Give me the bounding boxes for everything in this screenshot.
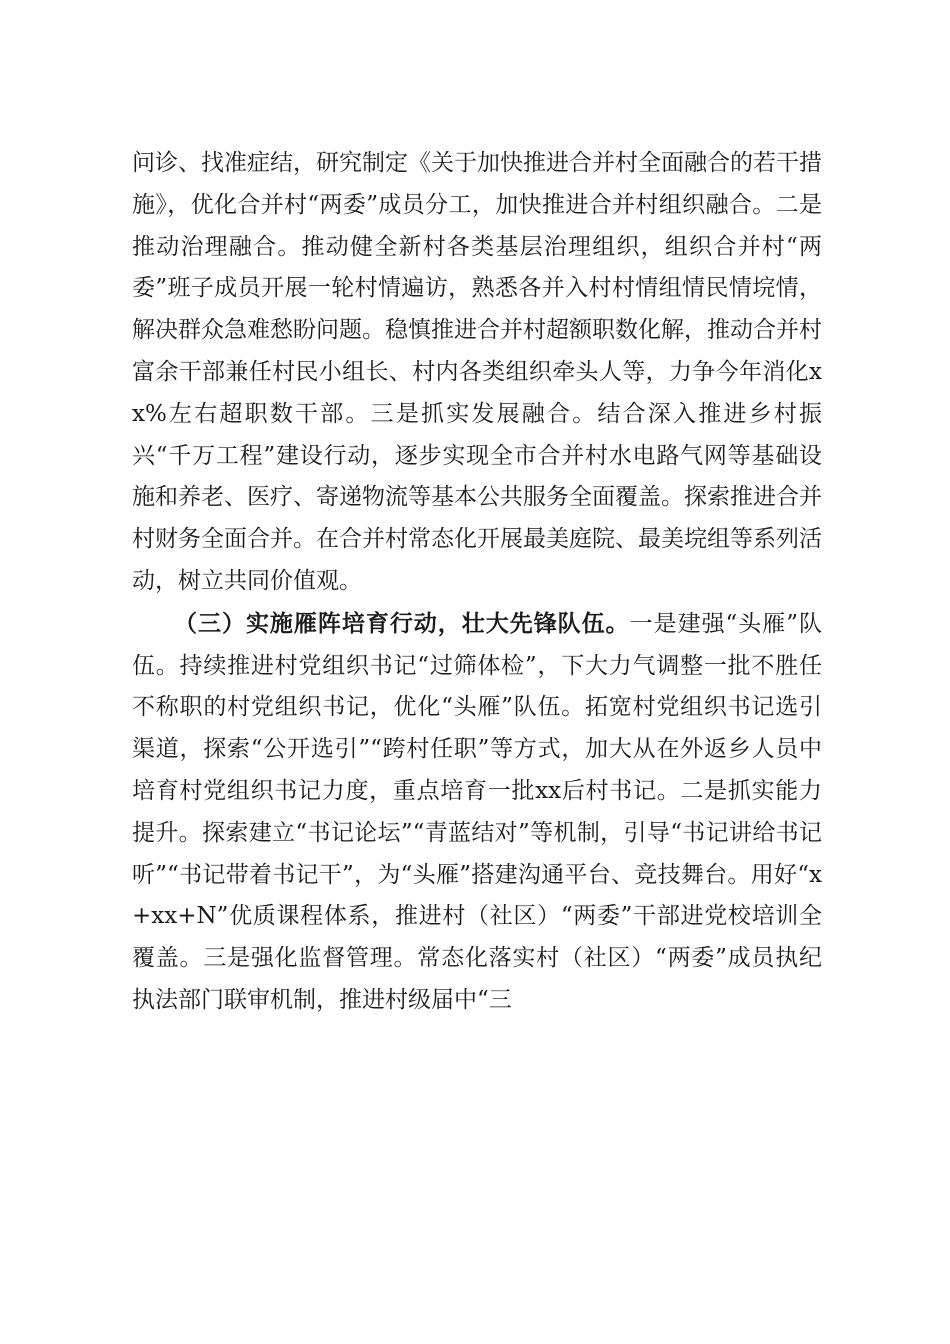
section-body: 一是建强“头雁”队伍。持续推进村党组织书记“过筛体检”，下大力气调整一批不胜任不称职的村党组织书记，优化“头雁”队伍。拓宽村党组织书记选引渠道，探索“公开选引”“跨村任职”等方式，加大从在外返乡人员中培育村党组织书记力度，重点培育一批xx后村书记。二是抓实能力提升。探索建立“书记论坛”“青蓝结对”等机制，引导“书记讲给书记听”“书记带着书记干”，为“头雁”搭建沟通平台、竞技舞台。用好“x+xx+N”优质课程体系，推进村（社区）“两委”干部进党校培训全覆盖。三是强化监督管理。常态化落实村（社区）“两委”成员执纪执法部门联审机制，推进村级届中“三: [132, 610, 822, 1013]
paragraph-continuation: 问诊、找准症结，研究制定《关于加快推进合并村全面融合的若干措施》，优化合并村“两委”成员分工，加快推进合并村组织融合。二是推动治理融合。推动健全新村各类基层治理组织，组织合并村“两委”班子成员开展一轮村情遍访，熟悉各并入村村情组情民情垸情，解决群众急难愁盼问题。稳慎推进合并村超额职数化解，推动合并村富余干部兼任村民小组长、村内各类组织牵头人等，力争今年消化xx%左右超职数干部。三是抓实发展融合。结合深入推进乡村振兴“千万工程”建设行动，逐步实现全市合并村水电路气网等基础设施和养老、医疗、寄递物流等基本公共服务全面覆盖。探索推进合并村财务全面合并。在合并村常态化开展最美庭院、最美垸组等系列活动，树立共同价值观。: [132, 150, 822, 594]
section-heading: （三）实施雁阵培育行动，壮大先锋队伍。: [174, 609, 630, 637]
paragraph-section-three: [132, 603, 822, 1022]
document-body: [132, 143, 822, 1022]
